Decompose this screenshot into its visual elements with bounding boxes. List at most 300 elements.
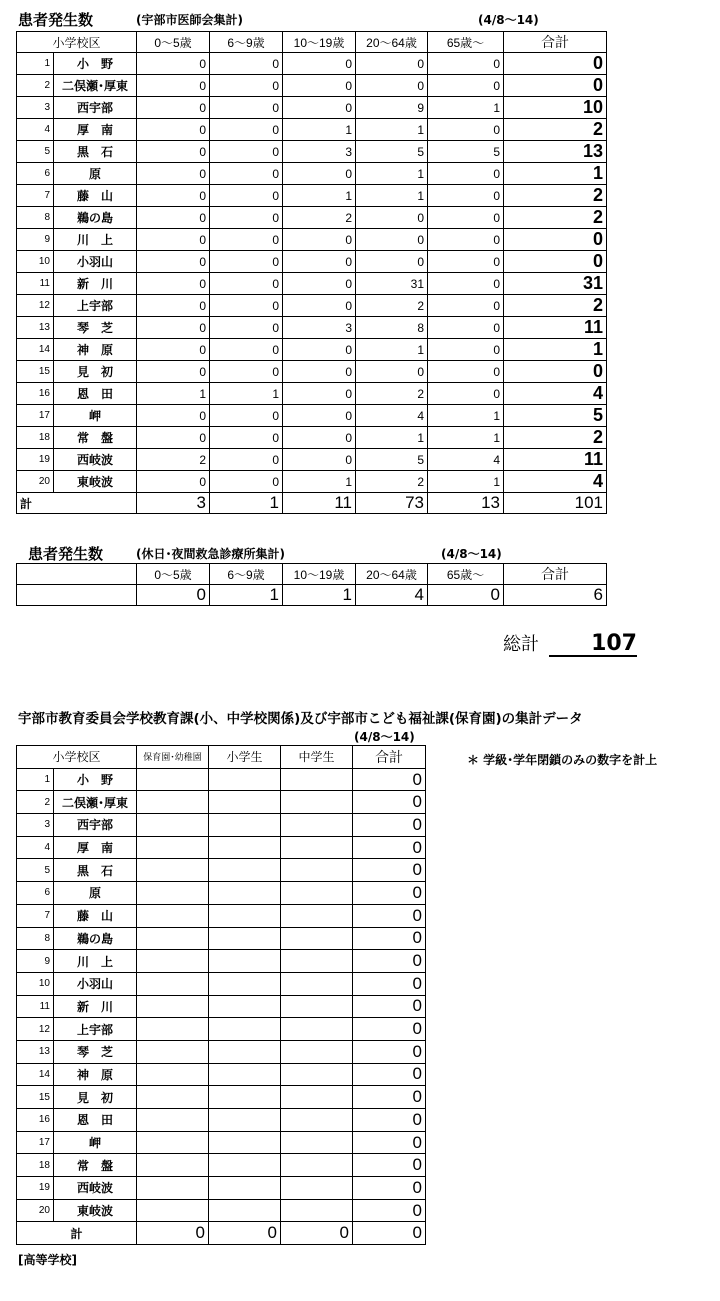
value-cell: 0	[428, 207, 504, 229]
value-cell: 0	[356, 361, 428, 383]
section3-table	[16, 745, 426, 1245]
column-header: 小学生	[209, 746, 281, 769]
value-cell	[137, 882, 209, 905]
column-header: 合計	[504, 564, 607, 585]
row-number: 14	[17, 1063, 54, 1086]
total-value: 73	[356, 493, 428, 514]
table-row	[17, 791, 426, 814]
table-row	[17, 1109, 426, 1132]
value-cell: 1	[428, 97, 504, 119]
column-header: 小学校区	[17, 32, 137, 53]
section1-period: (4/8～14)	[478, 13, 539, 27]
value-cell: 0	[210, 119, 283, 141]
row-total: 0	[353, 1018, 426, 1041]
school-district: 西岐波	[54, 449, 137, 471]
table-row	[17, 904, 426, 927]
value-cell: 0	[428, 229, 504, 251]
value-cell: 0	[210, 53, 283, 75]
value-cell: 1	[210, 383, 283, 405]
school-district: 藤 山	[54, 904, 137, 927]
row-number: 15	[17, 1086, 54, 1109]
blank-cell	[17, 585, 137, 606]
value-cell: 9	[356, 97, 428, 119]
row-total: 2	[504, 185, 607, 207]
table-row	[17, 1154, 426, 1177]
value-cell: 0	[137, 251, 210, 273]
value-cell: 0	[428, 251, 504, 273]
column-header: 中学生	[281, 746, 353, 769]
table-row	[17, 1040, 426, 1063]
value-cell	[137, 950, 209, 973]
total-value: 11	[283, 493, 356, 514]
value-cell: 0	[137, 119, 210, 141]
table-row	[17, 859, 426, 882]
value-cell: 0	[210, 273, 283, 295]
row-number: 11	[17, 995, 54, 1018]
value-cell: 0	[283, 163, 356, 185]
row-total: 2	[504, 207, 607, 229]
school-district: 小羽山	[54, 972, 137, 995]
value-cell	[137, 791, 209, 814]
value-cell: 0	[137, 53, 210, 75]
value-cell: 0	[283, 75, 356, 97]
column-header: 合計	[353, 746, 426, 769]
row-number: 6	[17, 882, 54, 905]
school-district: 小 野	[54, 53, 137, 75]
value-cell	[209, 882, 281, 905]
row-total: 0	[353, 927, 426, 950]
value-cell: 0	[283, 427, 356, 449]
value-cell	[281, 904, 353, 927]
value-cell: 0	[137, 141, 210, 163]
value-cell	[209, 814, 281, 837]
value-cell	[137, 972, 209, 995]
column-header: 合計	[504, 32, 607, 53]
table-row	[17, 185, 607, 207]
value-cell: 0	[283, 53, 356, 75]
value-cell: 0	[428, 317, 504, 339]
value-cell: 0	[283, 383, 356, 405]
value-cell	[137, 927, 209, 950]
value-cell	[137, 1109, 209, 1132]
value-cell: 0	[210, 427, 283, 449]
value-cell: 0	[283, 273, 356, 295]
value-cell: 3	[283, 141, 356, 163]
value-cell: 0	[210, 251, 283, 273]
school-district: 鵜の島	[54, 207, 137, 229]
table-row	[17, 119, 607, 141]
value-cell: 5	[356, 449, 428, 471]
value-cell: 5	[356, 141, 428, 163]
row-total: 11	[504, 449, 607, 471]
row-number: 5	[17, 141, 54, 163]
section1-title: 患者発生数	[18, 11, 94, 29]
value-cell: 1	[356, 427, 428, 449]
section2-table	[16, 563, 607, 606]
row-total: 31	[504, 273, 607, 295]
column-header: 65歳～	[428, 32, 504, 53]
value-cell: 0	[210, 339, 283, 361]
total-value: 3	[137, 493, 210, 514]
row-number: 4	[17, 836, 54, 859]
value-cell: 3	[283, 317, 356, 339]
value-cell: 0	[137, 405, 210, 427]
table-row	[17, 768, 426, 791]
school-district: 黒 石	[54, 859, 137, 882]
value-cell: 0	[137, 185, 210, 207]
row-number: 15	[17, 361, 54, 383]
total-row	[17, 1222, 426, 1245]
row-number: 17	[17, 405, 54, 427]
value-cell: 0	[210, 229, 283, 251]
value-cell: 8	[356, 317, 428, 339]
total-value: 1	[210, 493, 283, 514]
table-row	[17, 163, 607, 185]
grand-total-label: 総計	[503, 634, 539, 655]
school-district: 岬	[54, 1131, 137, 1154]
value-cell	[281, 1018, 353, 1041]
value-cell: 1	[283, 185, 356, 207]
value-cell	[281, 1199, 353, 1222]
value-cell: 0	[210, 163, 283, 185]
value-cell: 0	[428, 585, 504, 606]
total-value: 0	[353, 1222, 426, 1245]
table-row	[17, 295, 607, 317]
row-total: 0	[353, 995, 426, 1018]
column-header: 20～64歳	[356, 564, 428, 585]
row-number: 6	[17, 163, 54, 185]
value-cell	[209, 791, 281, 814]
value-cell	[209, 1154, 281, 1177]
row-total: 0	[504, 75, 607, 97]
row-total: 0	[353, 814, 426, 837]
row-total: 2	[504, 119, 607, 141]
value-cell	[281, 927, 353, 950]
value-cell: 0	[210, 317, 283, 339]
total-label: 計	[17, 1222, 137, 1245]
school-district: 川 上	[54, 950, 137, 973]
value-cell	[209, 950, 281, 973]
table-row	[17, 471, 607, 493]
section3-note: ＊ 学級･学年閉鎖のみの数字を計上	[467, 753, 658, 767]
row-number: 9	[17, 950, 54, 973]
row-number: 4	[17, 119, 54, 141]
value-cell: 0	[137, 295, 210, 317]
row-number: 12	[17, 295, 54, 317]
value-cell: 0	[283, 251, 356, 273]
row-total: 0	[353, 904, 426, 927]
value-cell	[137, 859, 209, 882]
school-district: 藤 山	[54, 185, 137, 207]
value-cell: 1	[428, 405, 504, 427]
value-cell: 2	[356, 471, 428, 493]
row-total: 4	[504, 383, 607, 405]
value-cell	[281, 814, 353, 837]
value-cell	[209, 1086, 281, 1109]
value-cell: 4	[356, 405, 428, 427]
row-total: 0	[353, 972, 426, 995]
value-cell: 0	[137, 317, 210, 339]
value-cell: 0	[428, 119, 504, 141]
value-cell	[281, 791, 353, 814]
table-row	[17, 383, 607, 405]
value-cell: 1	[283, 585, 356, 606]
table-row	[17, 427, 607, 449]
total-value: 101	[504, 493, 607, 514]
value-cell: 0	[210, 405, 283, 427]
value-cell	[281, 882, 353, 905]
row-number: 19	[17, 449, 54, 471]
value-cell	[209, 1177, 281, 1200]
column-header: 0～5歳	[137, 564, 210, 585]
row-total: 0	[353, 1063, 426, 1086]
school-district: 小羽山	[54, 251, 137, 273]
school-district: 二俣瀬･厚東	[54, 75, 137, 97]
row-number: 13	[17, 1040, 54, 1063]
table-row	[17, 251, 607, 273]
value-cell	[137, 1040, 209, 1063]
value-cell: 0	[210, 295, 283, 317]
table-row	[17, 97, 607, 119]
value-cell: 0	[428, 273, 504, 295]
value-cell	[137, 995, 209, 1018]
blank-cell	[17, 564, 137, 585]
total-label: 計	[17, 493, 137, 514]
row-number: 19	[17, 1177, 54, 1200]
column-header: 6～9歳	[210, 564, 283, 585]
row-number: 20	[17, 1199, 54, 1222]
row-number: 3	[17, 814, 54, 837]
value-cell: 0	[356, 75, 428, 97]
school-district: 常 盤	[54, 427, 137, 449]
row-total: 0	[353, 1177, 426, 1200]
value-cell: 5	[428, 141, 504, 163]
row-number: 13	[17, 317, 54, 339]
row-number: 9	[17, 229, 54, 251]
value-cell	[137, 1199, 209, 1222]
table-row	[17, 882, 426, 905]
total-row	[17, 493, 607, 514]
school-district: 新 川	[54, 995, 137, 1018]
value-cell: 4	[356, 585, 428, 606]
value-cell: 1	[283, 471, 356, 493]
section1-table	[16, 31, 607, 514]
value-cell: 0	[137, 339, 210, 361]
table-row	[17, 972, 426, 995]
value-cell: 0	[283, 361, 356, 383]
value-cell: 0	[137, 229, 210, 251]
column-header: 65歳～	[428, 564, 504, 585]
value-cell: 1	[137, 383, 210, 405]
value-cell: 1	[356, 339, 428, 361]
value-cell	[281, 1177, 353, 1200]
total-value: 0	[281, 1222, 353, 1245]
row-total: 0	[353, 1199, 426, 1222]
value-cell	[209, 1040, 281, 1063]
value-cell: 0	[428, 185, 504, 207]
section1-source: (宇部市医師会集計)	[136, 13, 243, 27]
value-cell: 1	[210, 585, 283, 606]
value-cell: 0	[428, 75, 504, 97]
value-cell: 1	[356, 185, 428, 207]
row-total: 0	[353, 1131, 426, 1154]
table-row	[17, 1131, 426, 1154]
school-district: 東岐波	[54, 471, 137, 493]
row-total: 0	[353, 882, 426, 905]
total-value: 0	[137, 1222, 209, 1245]
table-row	[17, 1177, 426, 1200]
table-header-row	[17, 746, 426, 769]
table-row	[17, 449, 607, 471]
value-cell	[281, 1109, 353, 1132]
value-cell	[281, 836, 353, 859]
table-row	[17, 836, 426, 859]
column-header: 20～64歳	[356, 32, 428, 53]
high-school-label: [高等学校]	[18, 1253, 77, 1267]
school-district: 琴 芝	[54, 1040, 137, 1063]
value-cell: 6	[504, 585, 607, 606]
table-row	[17, 207, 607, 229]
value-cell: 0	[428, 383, 504, 405]
school-district: 鵜の島	[54, 927, 137, 950]
value-cell: 2	[137, 449, 210, 471]
section2-period: (4/8～14)	[441, 547, 502, 561]
row-total: 5	[504, 405, 607, 427]
table-row	[17, 1086, 426, 1109]
column-header: 0～5歳	[137, 32, 210, 53]
row-total: 0	[353, 1109, 426, 1132]
row-total: 0	[353, 1154, 426, 1177]
value-cell: 0	[210, 141, 283, 163]
row-total: 0	[504, 361, 607, 383]
row-number: 7	[17, 904, 54, 927]
row-total: 0	[353, 950, 426, 973]
value-cell: 1	[428, 427, 504, 449]
column-header: 保育園･幼稚園	[137, 746, 209, 769]
value-cell: 0	[356, 207, 428, 229]
grand-total-value: 107	[549, 633, 637, 657]
school-district: 神 原	[54, 339, 137, 361]
row-number: 8	[17, 207, 54, 229]
row-number: 1	[17, 768, 54, 791]
value-cell: 0	[137, 585, 210, 606]
school-district: 新 川	[54, 273, 137, 295]
value-cell	[137, 836, 209, 859]
value-cell	[209, 859, 281, 882]
table-row	[17, 75, 607, 97]
table-row	[17, 141, 607, 163]
row-total: 0	[353, 1040, 426, 1063]
row-number: 10	[17, 972, 54, 995]
value-cell: 0	[137, 75, 210, 97]
table-row	[17, 1199, 426, 1222]
row-total: 4	[504, 471, 607, 493]
school-district: 恩 田	[54, 383, 137, 405]
row-total: 0	[353, 1086, 426, 1109]
grand-total	[503, 630, 637, 657]
value-cell: 0	[210, 185, 283, 207]
value-cell	[209, 1131, 281, 1154]
school-district: 見 初	[54, 361, 137, 383]
value-cell	[281, 1063, 353, 1086]
row-total: 0	[353, 836, 426, 859]
row-number: 17	[17, 1131, 54, 1154]
row-number: 3	[17, 97, 54, 119]
value-cell	[281, 1086, 353, 1109]
value-cell: 0	[137, 97, 210, 119]
value-cell	[209, 927, 281, 950]
school-district: 岬	[54, 405, 137, 427]
table-header-row	[17, 32, 607, 53]
value-cell: 0	[428, 295, 504, 317]
total-value: 0	[209, 1222, 281, 1245]
school-district: 恩 田	[54, 1109, 137, 1132]
section2-source: (休日･夜間救急診療所集計)	[136, 547, 285, 561]
row-total: 2	[504, 427, 607, 449]
table-row	[17, 927, 426, 950]
table-row	[17, 361, 607, 383]
value-cell: 0	[283, 405, 356, 427]
value-cell: 0	[210, 97, 283, 119]
school-district: 西宇部	[54, 814, 137, 837]
value-cell	[209, 1063, 281, 1086]
school-district: 厚 南	[54, 836, 137, 859]
column-header: 10～19歳	[283, 564, 356, 585]
value-cell: 2	[356, 295, 428, 317]
row-total: 0	[504, 53, 607, 75]
value-cell	[209, 995, 281, 1018]
school-district: 東岐波	[54, 1199, 137, 1222]
school-district: 琴 芝	[54, 317, 137, 339]
school-district: 原	[54, 882, 137, 905]
column-header: 10～19歳	[283, 32, 356, 53]
value-cell: 0	[283, 295, 356, 317]
value-cell	[137, 1154, 209, 1177]
row-number: 16	[17, 383, 54, 405]
value-cell: 0	[137, 273, 210, 295]
value-cell: 0	[356, 229, 428, 251]
table-row	[17, 53, 607, 75]
row-number: 16	[17, 1109, 54, 1132]
value-cell: 0	[356, 53, 428, 75]
row-total: 1	[504, 163, 607, 185]
table-row	[17, 585, 607, 606]
row-number: 8	[17, 927, 54, 950]
section3-period: (4/8～14)	[354, 730, 415, 744]
column-header: 6～9歳	[210, 32, 283, 53]
value-cell: 0	[283, 449, 356, 471]
table-row	[17, 339, 607, 361]
school-district: 厚 南	[54, 119, 137, 141]
value-cell: 1	[356, 163, 428, 185]
value-cell	[137, 1018, 209, 1041]
row-total: 10	[504, 97, 607, 119]
value-cell	[281, 995, 353, 1018]
row-number: 7	[17, 185, 54, 207]
value-cell: 2	[283, 207, 356, 229]
value-cell: 31	[356, 273, 428, 295]
school-district: 神 原	[54, 1063, 137, 1086]
value-cell: 0	[283, 229, 356, 251]
row-number: 18	[17, 1154, 54, 1177]
table-row	[17, 317, 607, 339]
value-cell: 0	[137, 361, 210, 383]
row-total: 0	[504, 229, 607, 251]
table-row	[17, 405, 607, 427]
total-value: 13	[428, 493, 504, 514]
value-cell: 0	[356, 251, 428, 273]
school-district: 西宇部	[54, 97, 137, 119]
